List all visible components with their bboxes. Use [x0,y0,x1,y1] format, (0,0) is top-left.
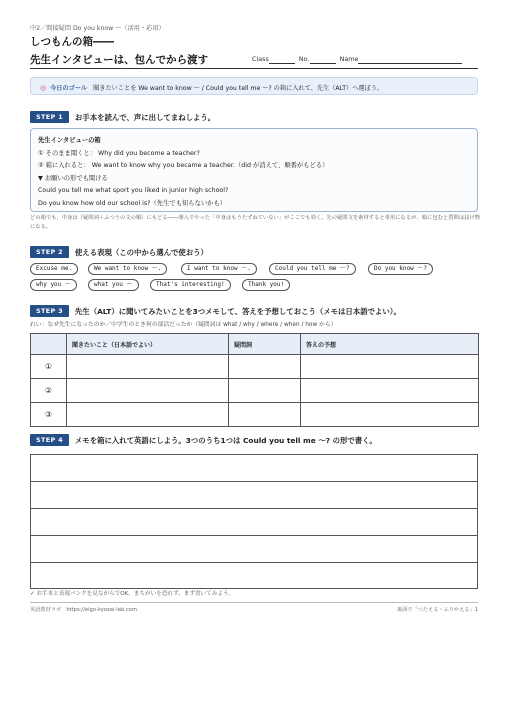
column-header: 答えの予想 [301,334,479,355]
wh-word-cell[interactable] [229,379,301,403]
step1-header [30,111,215,123]
writing-line[interactable] [30,508,478,535]
column-header: 疑問詞 [229,334,301,355]
step3-heading: 先生（ALT）に聞いてみたいことを3つメモして、答えを予想しておこう（メモは日本語でよい）。 [74,306,401,316]
goal-label: 今日のゴール [50,85,88,92]
target-icon: ◎ [40,84,47,92]
step2-tag: STEP 2 [30,246,69,258]
goal-box [30,77,478,95]
column-header: 聞きたいこと（日本語でよい） [67,334,229,355]
model-line-2: ② 箱に入れると： We want to know why you became a teacher.（did が消えて、順番がもどる） [38,162,329,170]
footer-divider [30,602,478,603]
row-number: ② [31,379,67,403]
page-subtitle: 先生インタビューは、包んでから渡す [30,54,209,66]
expression-chip[interactable]: Thank you! [242,279,290,291]
model-sentence-box [30,128,478,212]
prediction-cell[interactable] [301,355,479,379]
expression-chip[interactable]: Do you know ～? [368,263,433,275]
writing-line[interactable] [30,481,478,508]
model-line-3: ▼ お願いの形でも聞ける [38,174,108,182]
expression-chip[interactable]: Could you tell me ～? [269,263,356,275]
row-number: ① [31,355,67,379]
table-header-row [31,334,479,355]
step3-tag: STEP 3 [30,305,69,317]
goal-text: 聞きたいことを We want to know ～ / Could you tell me ～? の箱に入れて、先生（ALT）へ運ぼう。 [93,85,384,92]
step4-heading: メモを箱に入れて英語にしよう。3つのうち1つは Could you tell me ～? の形で書く。 [74,435,377,445]
footer-source: 英語教材ラボ https://eigo-kyozai-lab.com [30,607,137,613]
question-cell[interactable] [67,355,229,379]
step4-tip: ✓ お手本と表現バンクを見ながらでOK。まちがいを恐れず、まず書いてみよう。 [30,591,235,597]
table-row [31,355,479,379]
table-row [31,403,479,427]
class-label: Class [252,55,269,63]
wh-word-cell[interactable] [229,403,301,427]
writing-line[interactable] [30,562,478,589]
step3-example: れい：なぜ先生になったのか／中学生のとき何の部活だったか（疑問詞は what / why / where / when / how から） [30,322,337,328]
question-cell[interactable] [67,379,229,403]
writing-line[interactable] [30,535,478,562]
step1-note: どの箱でも、中身は（疑問詞＋ふつうの文の順）にもどる――導入でやった「中身はもうたずねていない」がここでも効く。先の疑問文を素材すると専用になるが、箱に包むと質問は届け物になる。 [30,215,481,230]
model-line-4: Could you tell me what sport you liked in junior high school? [38,187,229,195]
page-title: しつもんの箱―― [30,36,114,48]
table-row [31,379,479,403]
memo-table [30,333,479,427]
model-line-5: Do you know how old our school is?（先生でも知らないかも） [38,199,227,207]
step1-heading: お手本を読んで、声に出してまねしよう。 [74,112,216,122]
writing-area [30,454,478,589]
breadcrumb: 中2／間接疑問 Do you know ～（活用・応用） [30,25,165,32]
step1-tag: STEP 1 [30,111,69,123]
expression-chip[interactable]: what you ～ [88,279,139,291]
expression-chip[interactable]: Excuse me. [30,263,78,275]
prediction-cell[interactable] [301,403,479,427]
step2-header [30,246,208,258]
question-cell[interactable] [67,403,229,427]
class-blank[interactable] [269,55,295,64]
column-header [31,334,67,355]
student-info-fields [252,55,462,64]
expression-chip[interactable]: That's interesting! [150,279,231,291]
model-line-1: ① そのまま聞くと： Why did you become a teacher? [38,149,200,157]
writing-line[interactable] [30,454,478,481]
name-blank[interactable] [358,55,462,64]
title-divider [30,68,478,69]
name-label: Name [339,55,359,63]
expression-chip[interactable]: why you ～ [30,279,77,291]
prediction-cell[interactable] [301,379,479,403]
footer-page-note: 裏面で「つたえる・ふりかえる」1 [396,607,478,613]
step4-tag: STEP 4 [30,434,69,446]
wh-word-cell[interactable] [229,355,301,379]
step2-heading: 使える表現（この中から選んで使おう） [74,247,208,257]
no-blank[interactable] [310,55,336,64]
expression-chip[interactable]: I want to know ～. [181,263,257,275]
step4-header [30,434,377,446]
step3-header [30,305,401,317]
no-label: No. [298,55,310,63]
expression-chip[interactable]: We want to know ～. [88,263,167,275]
row-number: ③ [31,403,67,427]
model-box-title: 先生インタビューの箱 [38,137,101,144]
